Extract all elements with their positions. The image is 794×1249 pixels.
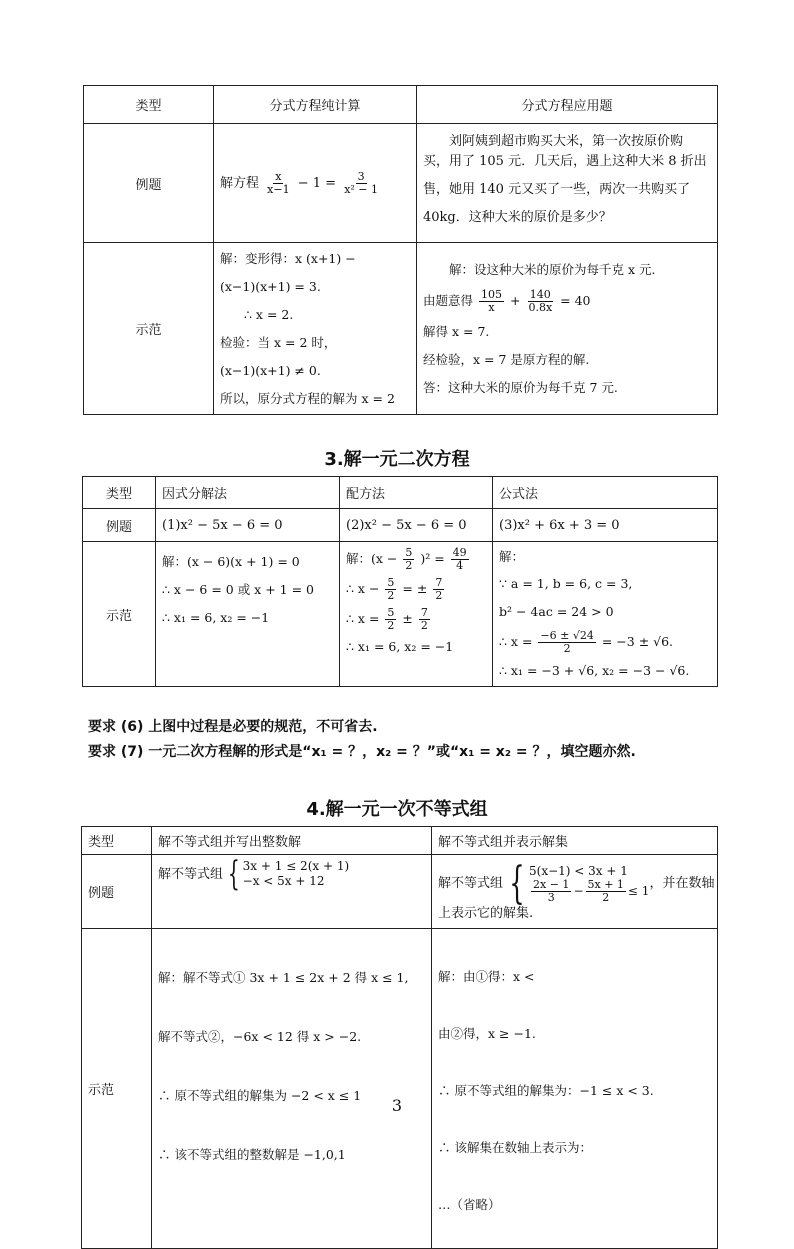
header-pure-calc: 分式方程纯计算 [214,86,417,124]
section-3-title: 3.解一元二次方程 [324,449,470,470]
q-demo2-line-4: ∴ x₁ = 6, x₂ = −1 [346,639,454,654]
header-type: 类型 [84,86,214,124]
fraction-49-over-4: $\frac{49}{4}$ [452,546,467,572]
requirement-7: 要求 (7) 一元二次方程解的形式是“x₁ = ？，x₂ = ？”或“x₁ = x₂ = ？，填空题亦然. [88,744,636,760]
fraction-5x-1-over-2: $\frac{5x + 1}{2}$ [587,877,624,904]
i-example-right-suffix: ，并在数轴 [649,876,715,891]
demo-calc-line-2: (x−1)(x+1) = 3. [220,278,321,294]
q-header-formula: 公式法 [493,477,718,509]
q-demo3-line-2: ∵ a = 1, b = 6, c = 3, [499,576,633,591]
i-demo-right-line-2: 由②得，x ≥ −1. [438,1026,536,1041]
q-example-3: (3)x² + 6x + 3 = 0 [493,509,718,542]
demo-app-line-2: 由题意得 $\frac{105}{x}$ + $\frac{140}{0.8x}$ = 40 [423,287,591,314]
app-line-1: 刘阿姨到超市购买大米，第一次按原价购 [449,133,684,149]
fraction-3-over-x2-minus-1: $\frac{3}{\text{x² − 1}}$ [344,169,379,196]
q-example-1: (1)x² − 5x − 6 = 0 [156,509,340,542]
i-demo-left-line-1: 解：解不等式① 3x + 1 ≤ 2x + 2 得 x ≤ 1, [158,970,409,985]
i-example-right [432,855,718,929]
equation-mid: − 1 = [297,175,337,191]
q-demo2-line-3: ∴ x = $\frac{5}{2}$ ± $\frac{7}{2}$ [346,606,428,632]
i-demo-left-line-4: ∴ 该不等式组的整数解是 −1,0,1 [158,1147,346,1162]
sys1-line-2: −x < 5x + 12 [242,874,325,888]
q-demo3-line-5: ∴ x₁ = −3 + √6, x₂ = −3 − √6. [499,663,690,678]
inequality-system-2: { 5(x−1) < 3x + 1 $\frac{2x - 1}{3}$ − $\frac{5x + 1}{2}$ ≤ 1 [509,857,650,909]
fraction-5-over-2: $\frac{5}{2}$ [405,546,413,572]
example-application [417,124,718,243]
demo-app-line-5: 答：这种大米的原价为每千克 7 元. [423,379,618,395]
q-header-complete-square: 配方法 [340,477,493,509]
q-demo2-line-1: 解：(x − $\frac{5}{2}$ )² = $\frac{49}{4}$ [346,546,467,572]
quadratic-equation-table [82,476,718,687]
q-header-type: 类型 [83,477,156,509]
i-demo-right-line-1: 解：由①得：x < [438,969,535,984]
q-demo1-line-1: 解：(x − 6)(x + 1) = 0 [162,554,300,569]
i-demo-left-line-3: ∴ 原不等式组的解集为 −2 < x ≤ 1 [158,1088,362,1103]
q-header-factor: 因式分解法 [156,477,340,509]
sys1-line-1: 3x + 1 ≤ 2(x + 1) [242,859,350,873]
demo-calc-line-4: 检验：当 x = 2 时， [220,334,337,350]
q-demo3-line-3: b² − 4ac = 24 > 0 [499,604,614,619]
page-number: 3 [391,1096,403,1115]
i-demo-left [152,929,432,1249]
demo-calc-line-5: (x−1)(x+1) ≠ 0. [220,362,321,378]
q-row-label-example: 例题 [83,509,156,542]
q-demo1-line-2: ∴ x − 6 = 0 或 x + 1 = 0 [162,582,314,597]
fraction-2x-1-over-3: $\frac{2x - 1}{3}$ [533,877,570,904]
i-demo-left-line-2: 解不等式②，−6x < 12 得 x > −2. [158,1029,362,1044]
demo-app-line-4: 经检验，x = 7 是原方程的解. [423,351,590,367]
i-demo-right-line-5: …（省略） [438,1197,501,1212]
fraction-quadratic-formula: $\frac{-6 \pm √24}{2}$ [540,629,594,655]
i-header-type: 类型 [82,827,152,855]
fraction-105-over-x: $\frac{105}{x}$ [481,287,502,314]
fraction-5-over-2-b: $\frac{5}{2}$ [387,576,395,602]
q-row-label-demo: 示范 [83,542,156,687]
sys2-line-2: $\frac{2x - 1}{3}$ − $\frac{5x + 1}{2}$ ≤ 1 [533,877,650,904]
app-line-2: 买，用了 105 元．几天后，遇上这种大米 8 折出 [423,153,707,169]
i-demo-right-line-3: ∴ 原不等式组的解集为：−1 ≤ x < 3. [438,1083,654,1098]
inequality-system-table [81,826,718,1249]
i-example-right-line-2: 上表示它的解集. [438,905,534,921]
inequality-system-1: { 3x + 1 ≤ 2(x + 1) −x < 5x + 12 [227,854,350,894]
fractional-equation-table [83,85,718,415]
fraction-7-over-2-b: $\frac{7}{2}$ [420,606,428,632]
header-application: 分式方程应用题 [417,86,718,124]
i-demo-right-line-4: ∴ 该解集在数轴上表示为： [438,1140,592,1155]
demo-calc-line-3: ∴ x = 2. [244,306,294,322]
demo-app-line-1: 解：设这种大米的原价为每千克 x 元. [449,261,656,277]
demo-calc-line-6: 所以，原分式方程的解为 x = 2 [220,390,395,406]
demo-application [417,243,718,415]
i-demo-right [432,929,718,1249]
row-label-example: 例题 [84,124,214,243]
q-demo3-line-1: 解： [499,549,525,564]
section-4-title: 4.解一元一次不等式组 [306,799,488,820]
i-example-left-prefix: 解不等式组 [158,866,224,882]
fraction-7-over-2: $\frac{7}{2}$ [435,576,443,602]
i-header-number-line: 解不等式组并表示解集 [432,827,718,855]
row-label-demo: 示范 [84,243,214,415]
i-row-label-demo: 示范 [82,929,152,1249]
i-example-right-prefix: 解不等式组 [438,876,504,891]
q-example-2: (2)x² − 5x − 6 = 0 [340,509,493,542]
q-demo-factor [156,542,340,687]
app-line-3: 售，她用 140 元又买了一些，两次一共购买了 [423,181,691,197]
demo-calc-line-1: 解：变形得：x (x+1) − [220,250,356,266]
q-demo-formula [493,542,718,687]
sys2-line-1: 5(x−1) < 3x + 1 [529,863,628,878]
example-pure-calc [214,124,417,243]
q-demo-complete-square [340,542,493,687]
q-demo3-line-4: ∴ x = $\frac{-6 \pm √24}{2}$ = −3 ± √6. [499,629,674,655]
q-demo1-line-3: ∴ x₁ = 6, x₂ = −1 [162,610,270,625]
app-line-4: 40kg．这种大米的原价是多少？ [423,209,612,225]
requirement-6: 要求 (6) 上图中过程是必要的规范，不可省去. [88,719,378,735]
i-example-left [152,855,432,929]
demo-pure-calc [214,243,417,415]
fraction-5-over-2-c: $\frac{5}{2}$ [387,606,395,632]
solve-prefix: 解方程 [220,175,260,191]
fraction-x-over-x-minus-1: $\frac{x}{x-1}$ [267,169,290,196]
demo-app-line-3: 解得 x = 7. [423,323,490,339]
i-header-integer-solutions: 解不等式组并写出整数解 [152,827,432,855]
i-row-label-example: 例题 [82,855,152,929]
q-demo2-line-2: ∴ x − $\frac{5}{2}$ = ± $\frac{7}{2}$ [346,576,443,602]
fraction-140-over-08x: $\frac{140}{0.8x}$ [528,287,553,314]
